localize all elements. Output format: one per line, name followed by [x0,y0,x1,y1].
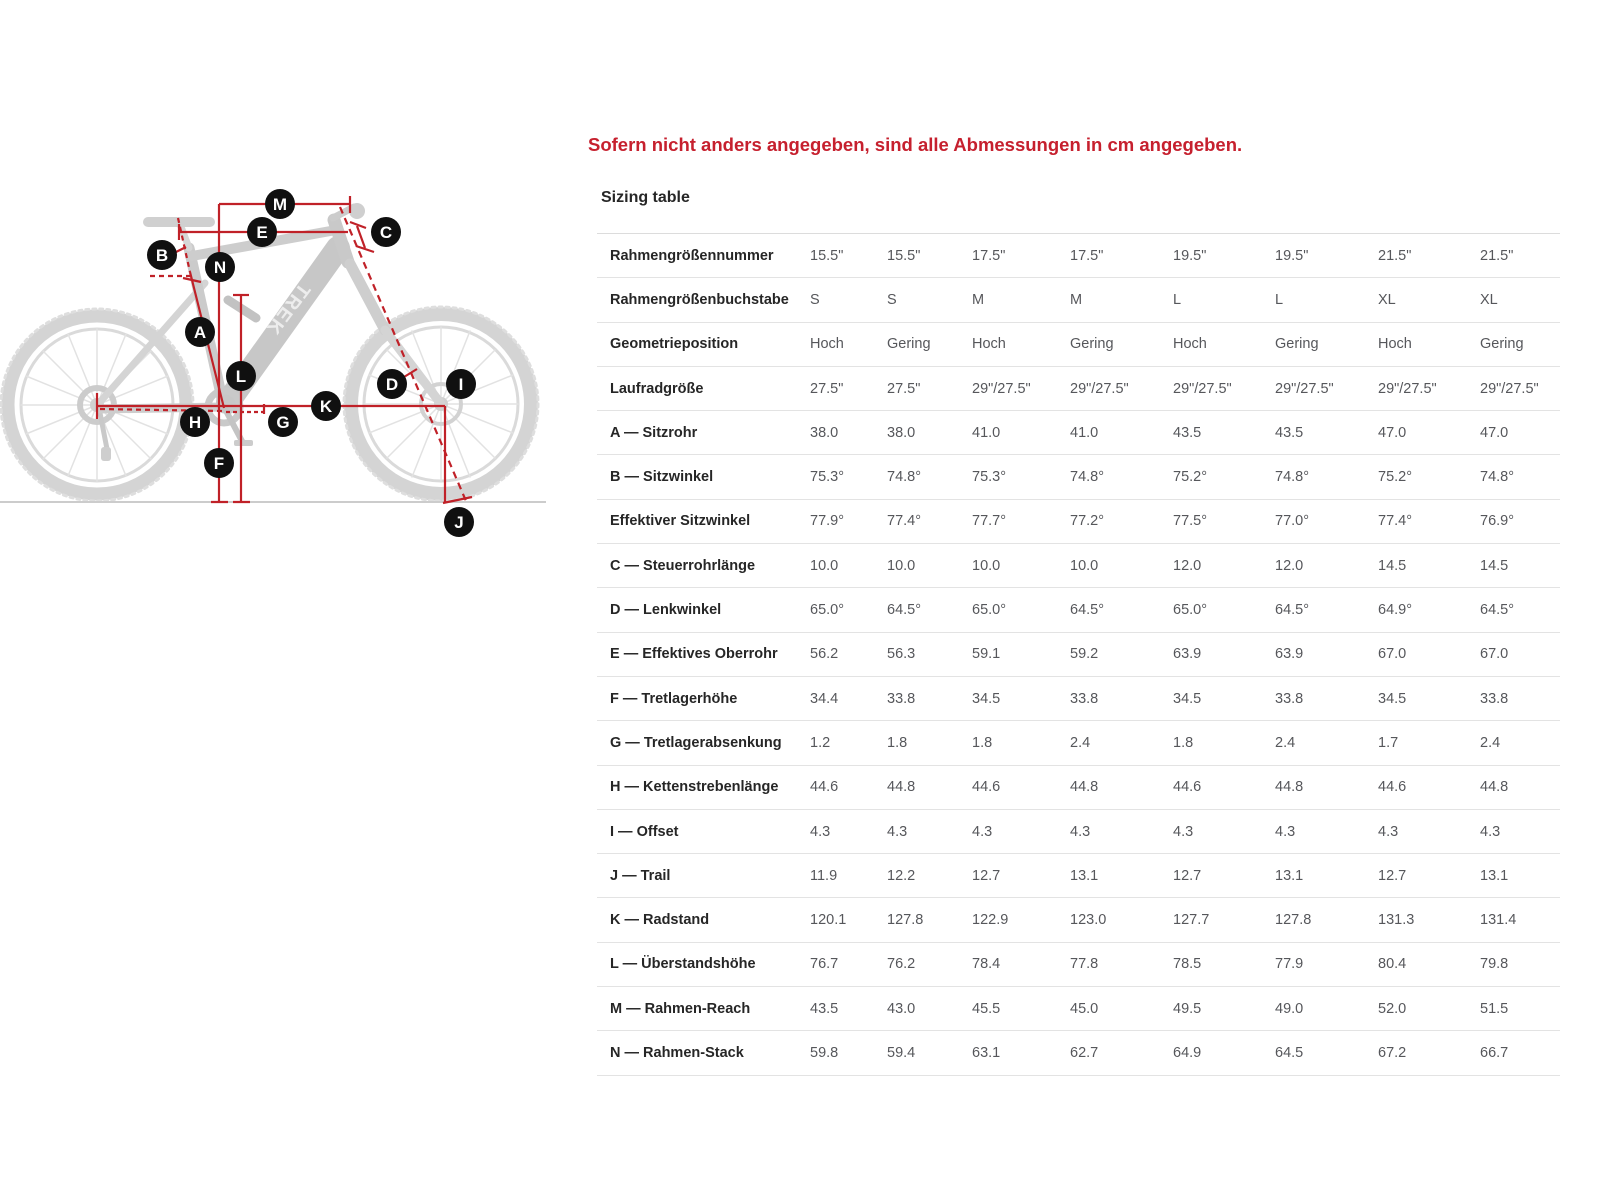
table-row [597,898,1560,942]
cell-value: 64.5° [887,602,922,619]
cell-value: 47.0 [1378,424,1407,441]
cell-value: 12.2 [887,867,916,884]
cell-value: 44.6 [972,779,1001,796]
cell-value: S [810,291,820,308]
cell-value: 120.1 [810,912,847,929]
diagram-marker-letter-e: E [256,223,268,242]
cell-value: Hoch [1173,336,1207,353]
cell-value: 80.4 [1378,956,1407,973]
cell-value: 45.5 [972,1000,1001,1017]
cell-value: 34.5 [1173,690,1202,707]
table-row [597,987,1560,1031]
cell-value: 67.0 [1480,646,1509,663]
cell-value: 29"/27.5" [1173,380,1232,397]
geometry-diagram [0,168,560,562]
cell-value: 77.7° [972,513,1007,530]
cell-value: 29"/27.5" [972,380,1031,397]
table-row [597,323,1560,367]
cell-value: 66.7 [1480,1044,1509,1061]
table-row [597,677,1560,721]
cell-value: 76.2 [887,956,916,973]
table-row [597,721,1560,765]
cell-value: 44.6 [1173,779,1202,796]
diagram-marker-letter-c: C [379,223,393,242]
brand-logo: TREK [261,278,314,340]
cell-value: 49.0 [1275,1000,1304,1017]
row-label: D — Lenkwinkel [610,602,722,619]
cell-value: 59.2 [1070,646,1099,663]
cell-value: Gering [887,336,931,353]
cell-value: 29"/27.5" [1275,380,1334,397]
geometry-diagram-svg [0,168,560,562]
cell-value: 33.8 [887,690,916,707]
diagram-marker-letter-g: G [276,413,290,432]
cell-value: Gering [1070,336,1114,353]
cell-value: 43.5 [1275,424,1304,441]
cell-value: 41.0 [972,424,1001,441]
cell-value: 63.9 [1173,646,1202,663]
cell-value: 127.8 [887,912,924,929]
cell-value: 47.0 [1480,424,1509,441]
cell-value: 49.5 [1173,1000,1202,1017]
row-label: Laufradgröße [610,380,704,397]
row-label: B — Sitzwinkel [610,469,714,486]
diagram-marker-letter-d: D [385,375,399,394]
cell-value: M [972,291,985,308]
row-label: A — Sitzrohr [610,424,698,441]
table-row [597,278,1560,322]
row-label: E — Effektives Oberrohr [610,646,778,663]
cell-value: 64.9 [1173,1044,1202,1061]
cell-value: 4.3 [1378,823,1399,840]
cell-value: 131.3 [1378,912,1415,929]
cell-value: 43.5 [1173,424,1202,441]
units-note: Sofern nicht anders angegeben, sind alle Abmessungen in cm angegeben. [588,134,1243,155]
cell-value: 56.3 [887,646,916,663]
diagram-marker-letter-l: L [235,367,247,386]
cell-value: 79.8 [1480,956,1509,973]
table-row [597,500,1560,544]
cell-value: 2.4 [1275,734,1296,751]
sizing-table [597,233,1560,1076]
cell-value: 10.0 [887,557,916,574]
cell-value: Hoch [810,336,844,353]
cell-value: 4.3 [810,823,831,840]
cell-value: 21.5" [1480,247,1514,264]
cell-value: 14.5 [1378,557,1407,574]
cell-value: 67.0 [1378,646,1407,663]
cell-value: 21.5" [1378,247,1412,264]
row-label: Rahmengrößennummer [610,247,774,264]
cell-value: 127.8 [1275,912,1312,929]
cell-value: 74.8° [887,469,922,486]
cell-value: 77.2° [1070,513,1105,530]
cell-value: 2.4 [1480,734,1501,751]
row-label: K — Radstand [610,912,710,929]
cell-value: 43.5 [810,1000,839,1017]
cell-value: 56.2 [810,646,839,663]
cell-value: 63.9 [1275,646,1304,663]
cell-value: 15.5" [887,247,921,264]
cell-value: 64.9° [1378,602,1413,619]
cell-value: 29"/27.5" [1378,380,1437,397]
cell-value: 76.7 [810,956,839,973]
cell-value: 38.0 [887,424,916,441]
cell-value: 41.0 [1070,424,1099,441]
cell-value: 74.8° [1070,469,1105,486]
cell-value: 44.6 [1378,779,1407,796]
diagram-marker-letter-m: M [272,195,288,214]
cell-value: 123.0 [1070,912,1107,929]
table-row [597,411,1560,455]
table-row [597,633,1560,677]
diagram-marker-letter-a: A [193,323,207,342]
table-row [597,854,1560,898]
cell-value: 4.3 [887,823,908,840]
cell-value: L [1275,291,1284,308]
cell-value: 122.9 [972,912,1009,929]
cell-value: 67.2 [1378,1044,1407,1061]
cell-value: Hoch [972,336,1006,353]
cell-value: 64.5° [1070,602,1105,619]
cell-value: 59.8 [810,1044,839,1061]
cell-value: 51.5 [1480,1000,1509,1017]
cell-value: 78.5 [1173,956,1202,973]
cell-value: 10.0 [1070,557,1099,574]
cell-value: 12.7 [1378,867,1407,884]
row-label: L — Überstandshöhe [610,956,756,973]
row-label: I — Offset [610,823,679,840]
cell-value: 1.7 [1378,734,1399,751]
cell-value: 64.5 [1275,1044,1304,1061]
table-title: Sizing table [601,189,690,206]
cell-value: 12.7 [972,867,1001,884]
cell-value: 10.0 [810,557,839,574]
cell-value: 17.5" [1070,247,1104,264]
cell-value: L [1173,291,1182,308]
cell-value: 12.0 [1173,557,1202,574]
cell-value: 4.3 [1480,823,1501,840]
cell-value: S [887,291,897,308]
cell-value: 78.4 [972,956,1001,973]
row-label: Rahmengrößenbuchstabe [610,291,789,308]
cell-value: 14.5 [1480,557,1509,574]
cell-value: 29"/27.5" [1070,380,1129,397]
cell-value: 10.0 [972,557,1001,574]
cell-value: XL [1378,291,1396,308]
cell-value: 64.5° [1480,602,1515,619]
cell-value: 64.5° [1275,602,1310,619]
cell-value: 2.4 [1070,734,1091,751]
cell-value: 12.0 [1275,557,1304,574]
cell-value: M [1070,291,1083,308]
cell-value: XL [1480,291,1498,308]
cell-value: 75.2° [1173,469,1208,486]
cell-value: 33.8 [1275,690,1304,707]
cell-value: 44.8 [1275,779,1304,796]
cell-value: 77.9 [1275,956,1304,973]
cell-value: 4.3 [1275,823,1296,840]
cell-value: 29"/27.5" [1480,380,1539,397]
cell-value: 13.1 [1070,867,1099,884]
cell-value: Hoch [1378,336,1412,353]
cell-value: 13.1 [1480,867,1509,884]
cell-value: 127.7 [1173,912,1210,929]
cell-value: 77.9° [810,513,845,530]
cell-value: 44.8 [887,779,916,796]
cell-value: 77.4° [1378,513,1413,530]
cell-value: 75.2° [1378,469,1413,486]
table-row [597,588,1560,632]
cell-value: 62.7 [1070,1044,1099,1061]
diagram-marker-letter-i: I [458,375,464,394]
cell-value: 77.0° [1275,513,1310,530]
diagram-markers [147,189,476,537]
cell-value: 33.8 [1480,690,1509,707]
cell-value: 77.8 [1070,956,1099,973]
cell-value: 34.5 [1378,690,1407,707]
table-row [597,234,1560,278]
cell-value: 1.8 [972,734,993,751]
diagram-marker-letter-h: H [188,413,202,432]
diagram-marker-letter-j: J [454,513,464,532]
table-row [597,810,1560,854]
cell-value: 33.8 [1070,690,1099,707]
table-row [597,766,1560,810]
cell-value: 4.3 [1070,823,1091,840]
cell-value: 74.8° [1480,469,1515,486]
row-label: J — Trail [610,867,671,884]
row-label: Effektiver Sitzwinkel [610,513,751,530]
cell-value: 34.5 [972,690,1001,707]
cell-value: 44.6 [810,779,839,796]
table-row [597,1031,1560,1075]
cell-value: 43.0 [887,1000,916,1017]
cell-value: 75.3° [972,469,1007,486]
cell-value: 59.1 [972,646,1001,663]
diagram-marker-letter-k: K [319,397,333,416]
cell-value: 52.0 [1378,1000,1407,1017]
cell-value: 38.0 [810,424,839,441]
cell-value: 15.5" [810,247,844,264]
cell-value: 19.5" [1173,247,1207,264]
cell-value: 19.5" [1275,247,1309,264]
cell-value: 13.1 [1275,867,1304,884]
cell-value: 1.2 [810,734,831,751]
cell-value: 27.5" [810,380,844,397]
cell-value: 45.0 [1070,1000,1099,1017]
cell-value: 76.9° [1480,513,1515,530]
cell-value: 44.8 [1070,779,1099,796]
diagram-marker-letter-b: B [155,246,169,265]
cell-value: 12.7 [1173,867,1202,884]
row-label: C — Steuerrohrlänge [610,557,756,574]
cell-value: 131.4 [1480,912,1517,929]
table-row [597,455,1560,499]
cell-value: 27.5" [887,380,921,397]
cell-value: 59.4 [887,1044,916,1061]
cell-value: 63.1 [972,1044,1001,1061]
cell-value: 65.0° [972,602,1007,619]
diagram-marker-letter-f: F [213,454,225,473]
row-label: N — Rahmen-Stack [610,1044,744,1061]
cell-value: 4.3 [1173,823,1194,840]
cell-value: 1.8 [887,734,908,751]
cell-value: 11.9 [810,867,838,884]
row-label: F — Tretlagerhöhe [610,690,738,707]
table-row [597,943,1560,987]
row-label: M — Rahmen-Reach [610,1000,751,1017]
cell-value: 77.4° [887,513,922,530]
cell-value: 65.0° [1173,602,1208,619]
cell-value: 1.8 [1173,734,1194,751]
table-row [597,544,1560,588]
row-label: G — Tretlagerabsenkung [610,734,782,751]
cell-value: 77.5° [1173,513,1208,530]
table-row [597,367,1560,411]
cell-value: 34.4 [810,690,839,707]
cell-value: 44.8 [1480,779,1509,796]
cell-value: 75.3° [810,469,845,486]
cell-value: Gering [1480,336,1524,353]
cell-value: 65.0° [810,602,845,619]
row-label: H — Kettenstrebenlänge [610,779,779,796]
cell-value: 4.3 [972,823,993,840]
cell-value: 74.8° [1275,469,1310,486]
row-label: Geometrieposition [610,336,739,353]
cell-value: Gering [1275,336,1319,353]
bike-illustration [1,203,538,501]
diagram-marker-letter-n: N [213,258,227,277]
cell-value: 17.5" [972,247,1006,264]
